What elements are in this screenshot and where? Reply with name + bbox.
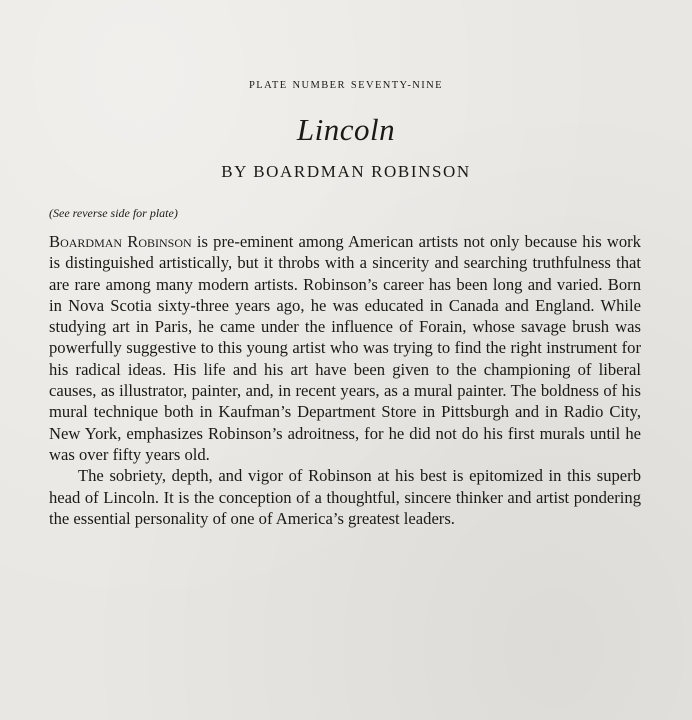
paragraph-1 (49, 231, 641, 465)
body-text (49, 231, 641, 529)
page-title: Lincoln (296, 112, 396, 147)
paragraph-1-lead: Boardman Robinson (49, 232, 192, 251)
byline: BY BOARDMAN ROBINSON (221, 162, 471, 181)
paragraph-1-text: is pre-eminent among American artists not only because his work is distinguished artistically, but it throbs with a sincerity and searching truthfulness that are rare among many modern artists. Robinson’s career has been long and varied. Born in Nova Scotia sixty-three years ago, he was educated in Canada and England. While studying art in Paris, he came under the influence of Forain, whose savage brush was powerfully suggestive to this young artist who was trying to find the right instrument for his radical ideas. His life and his art have been given to the championing of liberal causes, as illustrator, painter, and, in recent years, as a mural painter. The boldness of his mural technique both in Kaufman’s Department Store in Pittsburgh and in Radio City, New York, emphasizes Robinson’s adroitness, for he did not do his first murals until he was over fifty years old. (49, 232, 641, 464)
plate-number: PLATE NUMBER SEVENTY-NINE (249, 80, 443, 91)
paragraph-2: The sobriety, depth, and vigor of Robinson at his best is epitomized in this superb head of Lincoln. It is the conception of a thoughtful, sincere thinker and artist pondering the essential personality of one of America’s greatest leaders. (49, 466, 641, 528)
plate-note: (See reverse side for plate) (49, 206, 178, 220)
